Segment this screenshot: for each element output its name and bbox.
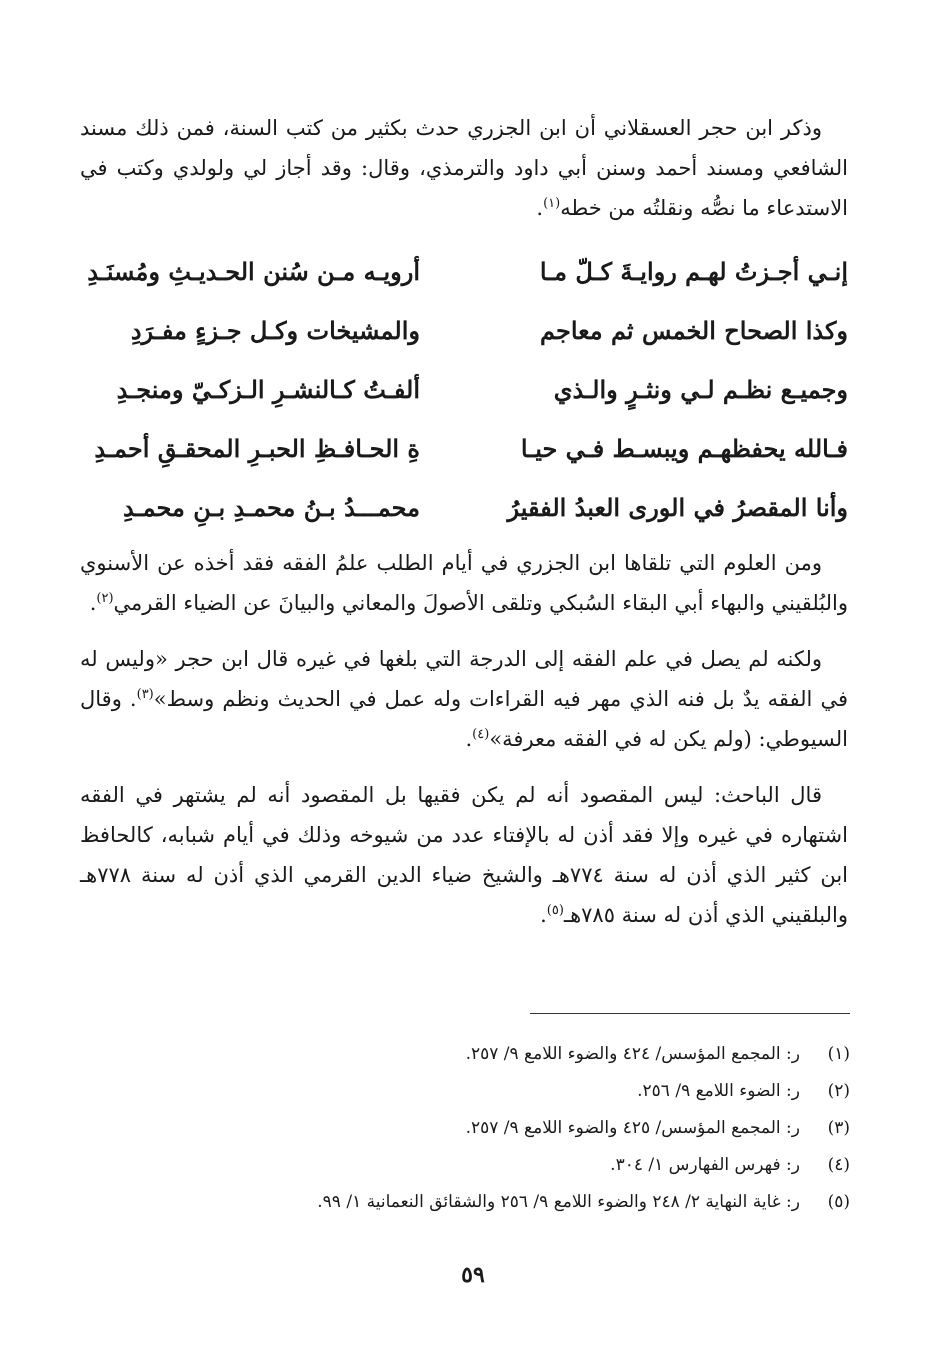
paragraph-1 (80, 108, 848, 228)
footnote-divider (530, 1013, 850, 1014)
poem (80, 242, 848, 537)
poem-verse (80, 478, 848, 537)
verse-second-half: ةِ الحـافـظِ الحبـرِ المحقـقِ أحمـدِ (94, 434, 420, 463)
verse-first-half: فـالله يحفظهـم ويبسـط فـي حيـا (520, 434, 848, 463)
verse-second-half: محمـــدُ بـنُ محمـدِ بـنِ محمـدِ (123, 493, 420, 522)
footnote-text: ر: فهرس الفهارس ١/ ٣٠٤. (610, 1155, 800, 1175)
period: . (465, 727, 473, 751)
footnote-text: ر: المجمع المؤسس/ ٤٢٥ والضوء اللامع ٩/ ٢٥٧. (465, 1118, 800, 1138)
verse-first-half: وكذا الصحاح الخمس ثم معاجم (540, 316, 848, 345)
footnotes (80, 1036, 850, 1221)
paragraph-text: قال الباحث: ليس المقصود أنه لم يكن فقيها بل المقصود أنه لم يشتهر في الفقه اشتهاره في غيره وإلا فقد أذن له بالإفتاء عدد من شيوخه وذلك في أيام شبابه، كالحافظ ابن كثير الذي أذن له سنة ٧٧٤هـ والشيخ ضياء الدين القرمي الذي أذن له سنة ٧٧٨هـ والبلقيني الذي أذن له سنة ٧٨٥هـ (80, 783, 848, 927)
paragraph-4 (80, 775, 848, 935)
footnote-number: (٥) (827, 1192, 850, 1212)
poem-verse (80, 301, 848, 360)
footnote-ref: (١) (543, 196, 561, 211)
footnote-ref: (٤) (472, 727, 490, 742)
paragraph-text: ومن العلوم التي تلقاها ابن الجزري في أيام الطلب علمُ الفقه فقد أخذه عن الأسنوي والبُلقيني والبهاء أبي البقاء السُبكي وتلقى الأصولَ والمعاني والبيانَ عن الضياء القرمي (80, 551, 848, 615)
poem-verse (80, 242, 848, 301)
verse-second-half: ألفـتُ كـالنشـرِ الـزكـيّ ومنجـدِ (116, 375, 420, 404)
footnote-number: (٢) (827, 1081, 850, 1101)
page-number: ٥٩ (461, 1262, 485, 1288)
footnote (80, 1110, 850, 1147)
paragraph-gap (80, 623, 848, 639)
footnote (80, 1147, 850, 1184)
period: . (536, 196, 544, 220)
paragraph-text: وذكر ابن حجر العسقلاني أن ابن الجزري حدث بكثير من كتب السنة، فمن ذلك مسند الشافعي ومسند أحمد وسنن أبي داود والترمذي، وقال: وقد أجاز لي ولولدي وكتب في الاستدعاء ما نصُّه ونقلتُه من خطه (80, 116, 848, 220)
footnote-text: ر: غاية النهاية ٢/ ٢٤٨ والضوء اللامع ٩/ ٢٥٦ والشقائق النعمانية ١/ ٩٩. (317, 1192, 800, 1212)
poem-verse (80, 360, 848, 419)
paragraph-text: ولكنه لم يصل في علم الفقه إلى الدرجة التي بلغها في غيره قال ابن حجر «وليس له في الفقه يدٌ بل فنه الذي مهر فيه القراءات وله عمل في الحديث ونظم وسط» (80, 647, 849, 711)
footnote-number: (٤) (827, 1155, 850, 1175)
paragraph-gap (80, 759, 848, 775)
footnote-ref: (٥) (546, 903, 564, 918)
verse-first-half: إنـي أجـزتُ لهـم روايـةَ كـلّ مـا (539, 257, 848, 286)
page-body (80, 108, 848, 935)
footnote-number: (٣) (827, 1118, 850, 1138)
verse-first-half: وأنا المقصرُ في الورى العبدُ الفقيرُ (507, 493, 848, 522)
paragraph-2 (80, 543, 848, 623)
footnote-text: ر: الضوء اللامع ٩/ ٢٥٦. (637, 1081, 800, 1101)
footnote (80, 1184, 850, 1221)
footnote-text: ر: المجمع المؤسس/ ٤٢٤ والضوء اللامع ٩/ ٢٥٧. (465, 1044, 800, 1064)
period: . (89, 591, 97, 615)
verse-second-half: والمشيخات وكـل جـزءٍ مفـرَدِ (130, 316, 420, 345)
period: . (540, 903, 547, 927)
footnote-ref: (٢) (96, 591, 114, 606)
paragraph-3 (80, 639, 848, 759)
footnote-ref: (٣) (136, 687, 154, 702)
footnote-number: (١) (827, 1044, 850, 1064)
footnote (80, 1073, 850, 1110)
verse-first-half: وجميـع نظـم لـي ونثـرٍ والـذي (553, 375, 848, 404)
footnote (80, 1036, 850, 1073)
verse-second-half: أرويـه مـن سُنن الحـديـثِ ومُسنَـدِ (87, 257, 420, 286)
paragraph-text: . وقال السيوطي: (ولم يكن له في الفقه معرفة» (80, 687, 848, 751)
poem-verse (80, 419, 848, 478)
